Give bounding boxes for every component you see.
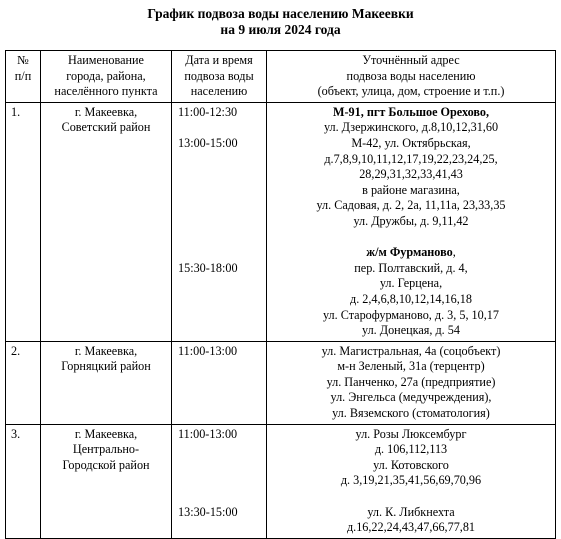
address-line <box>270 359 552 375</box>
spacer <box>178 442 263 458</box>
city-line: г. Макеевка, <box>74 104 138 119</box>
delivery-address <box>267 424 556 538</box>
address-line <box>270 105 552 121</box>
address-line <box>270 458 552 474</box>
address-text: пер. Полтавский, д. 4, <box>354 260 468 275</box>
city-district <box>41 102 172 341</box>
delivery-address <box>267 102 556 341</box>
address-line <box>270 152 552 168</box>
address-line <box>270 183 552 199</box>
spacer <box>178 214 263 230</box>
spacer <box>178 489 263 505</box>
address-line <box>270 120 552 136</box>
spacer <box>178 183 263 199</box>
address-text: д.16,22,24,43,47,66,77,81 <box>346 520 476 535</box>
header-address: Уточнённый адрес подвоза воды населению (объект, улица, дом, строение и т.п.) <box>267 51 556 103</box>
address-line <box>270 198 552 214</box>
table-row <box>6 102 556 341</box>
address-line <box>270 505 552 521</box>
row-number <box>6 424 41 538</box>
city-line: Советский район <box>61 120 151 135</box>
header-city: Наименование города, района, населённого пункта <box>41 51 172 103</box>
address-line <box>270 344 552 360</box>
delivery-time <box>172 102 267 341</box>
address-line <box>270 276 552 292</box>
address-text: ул. Вяземского (стоматология) <box>332 406 490 421</box>
title-line-2: на 9 июля 2024 года <box>220 22 341 37</box>
city-line: Центрально- <box>72 442 140 457</box>
row-number <box>6 341 41 424</box>
address-text: ул. Магистральная, 4а (соцобъект) <box>321 343 501 358</box>
title-line-1: График подвоза воды населению Макеевки <box>147 6 414 21</box>
table-row <box>6 424 556 538</box>
spacer <box>178 230 263 246</box>
address-text: ул. К. Либкнехта <box>367 504 455 519</box>
water-schedule-table <box>5 50 556 539</box>
header-time: Дата и время подвоза воды населению <box>172 51 267 103</box>
header-number: № п/п <box>6 51 41 103</box>
row-number-text: 3. <box>11 426 21 441</box>
address-text: ул. Дзержинского, д.8,10,12,31,60 <box>323 120 499 135</box>
address-text: м-н Зеленый, 31а (терцентр) <box>337 359 485 374</box>
address-line <box>270 473 552 489</box>
address-text: д.7,8,9,10,11,12,17,19,22,23,24,25, <box>324 151 498 166</box>
address-text: в районе магазина, <box>362 182 460 197</box>
address-line <box>270 406 552 422</box>
row-number-text: 1. <box>11 104 21 119</box>
spacer <box>178 198 263 214</box>
city-line: Горняцкий район <box>61 359 151 374</box>
address-text: ул. Герцена, <box>379 276 443 291</box>
address-text: ул. Котовского <box>373 457 449 472</box>
city-district <box>41 341 172 424</box>
spacer <box>270 230 552 246</box>
address-line <box>270 261 552 277</box>
address-line <box>270 390 552 406</box>
time-slot: 11:00-13:00 <box>178 426 238 441</box>
time-slot: 13:30-15:00 <box>178 504 238 519</box>
spacer <box>270 489 552 505</box>
address-text: д. 3,19,21,35,41,56,69,70,96 <box>340 473 482 488</box>
delivery-time <box>172 341 267 424</box>
spacer <box>178 167 263 183</box>
row-number-text: 2. <box>11 343 21 358</box>
address-line: ж/м Фурманово, <box>366 245 456 260</box>
address-line <box>270 375 552 391</box>
city-line: г. Макеевка, <box>74 343 138 358</box>
address-line <box>270 292 552 308</box>
table-row <box>6 341 556 424</box>
address-text: ул. Дружбы, д. 9,11,42 <box>353 213 469 228</box>
address-text: 28,29,31,32,33,41,43 <box>359 167 463 182</box>
city-line: г. Макеевка, <box>74 426 138 441</box>
spacer <box>178 152 263 168</box>
address-text: ул. Панченко, 27а (предприятие) <box>326 374 496 389</box>
address-line <box>270 136 552 152</box>
address-text: д. 106,112,113 <box>374 442 448 457</box>
address-text: ул. Донецкая, д. 54 <box>362 323 460 338</box>
address-text: ул. Розы Люксембург <box>355 426 467 441</box>
time-slot: 15:30-18:00 <box>178 260 238 275</box>
address-text: д. 2,4,6,8,10,12,14,16,18 <box>350 291 472 306</box>
row-number <box>6 102 41 341</box>
address-text: ул. Садовая, д. 2, 2а, 11,11а, 23,33,35 <box>316 198 506 213</box>
address-text: ул. Энгельса (медучреждения), <box>330 390 492 405</box>
time-slot: 11:00-12:30 <box>178 104 238 119</box>
address-line <box>270 520 552 536</box>
delivery-address <box>267 341 556 424</box>
address-text: ж/м Фурманово <box>366 245 453 260</box>
address-line <box>270 214 552 230</box>
spacer <box>178 245 263 261</box>
spacer <box>178 120 263 136</box>
address-text: М-91, пгт Большое Орехово, <box>332 104 490 119</box>
address-text: М-42, ул. Октябрьская, <box>351 135 471 150</box>
address-text: ул. Старофурманово, д. 3, 5, 10,17 <box>323 307 499 322</box>
address-line <box>270 442 552 458</box>
city-district <box>41 424 172 538</box>
time-slot: 11:00-13:00 <box>178 343 238 358</box>
spacer <box>178 473 263 489</box>
city-line: Городской район <box>62 457 150 472</box>
spacer <box>178 458 263 474</box>
address-line <box>270 427 552 443</box>
address-line <box>270 167 552 183</box>
time-slot: 13:00-15:00 <box>178 135 238 150</box>
table-header-row <box>6 51 556 103</box>
delivery-time <box>172 424 267 538</box>
address-line <box>270 323 552 339</box>
address-line <box>270 308 552 324</box>
document-title <box>0 0 561 38</box>
